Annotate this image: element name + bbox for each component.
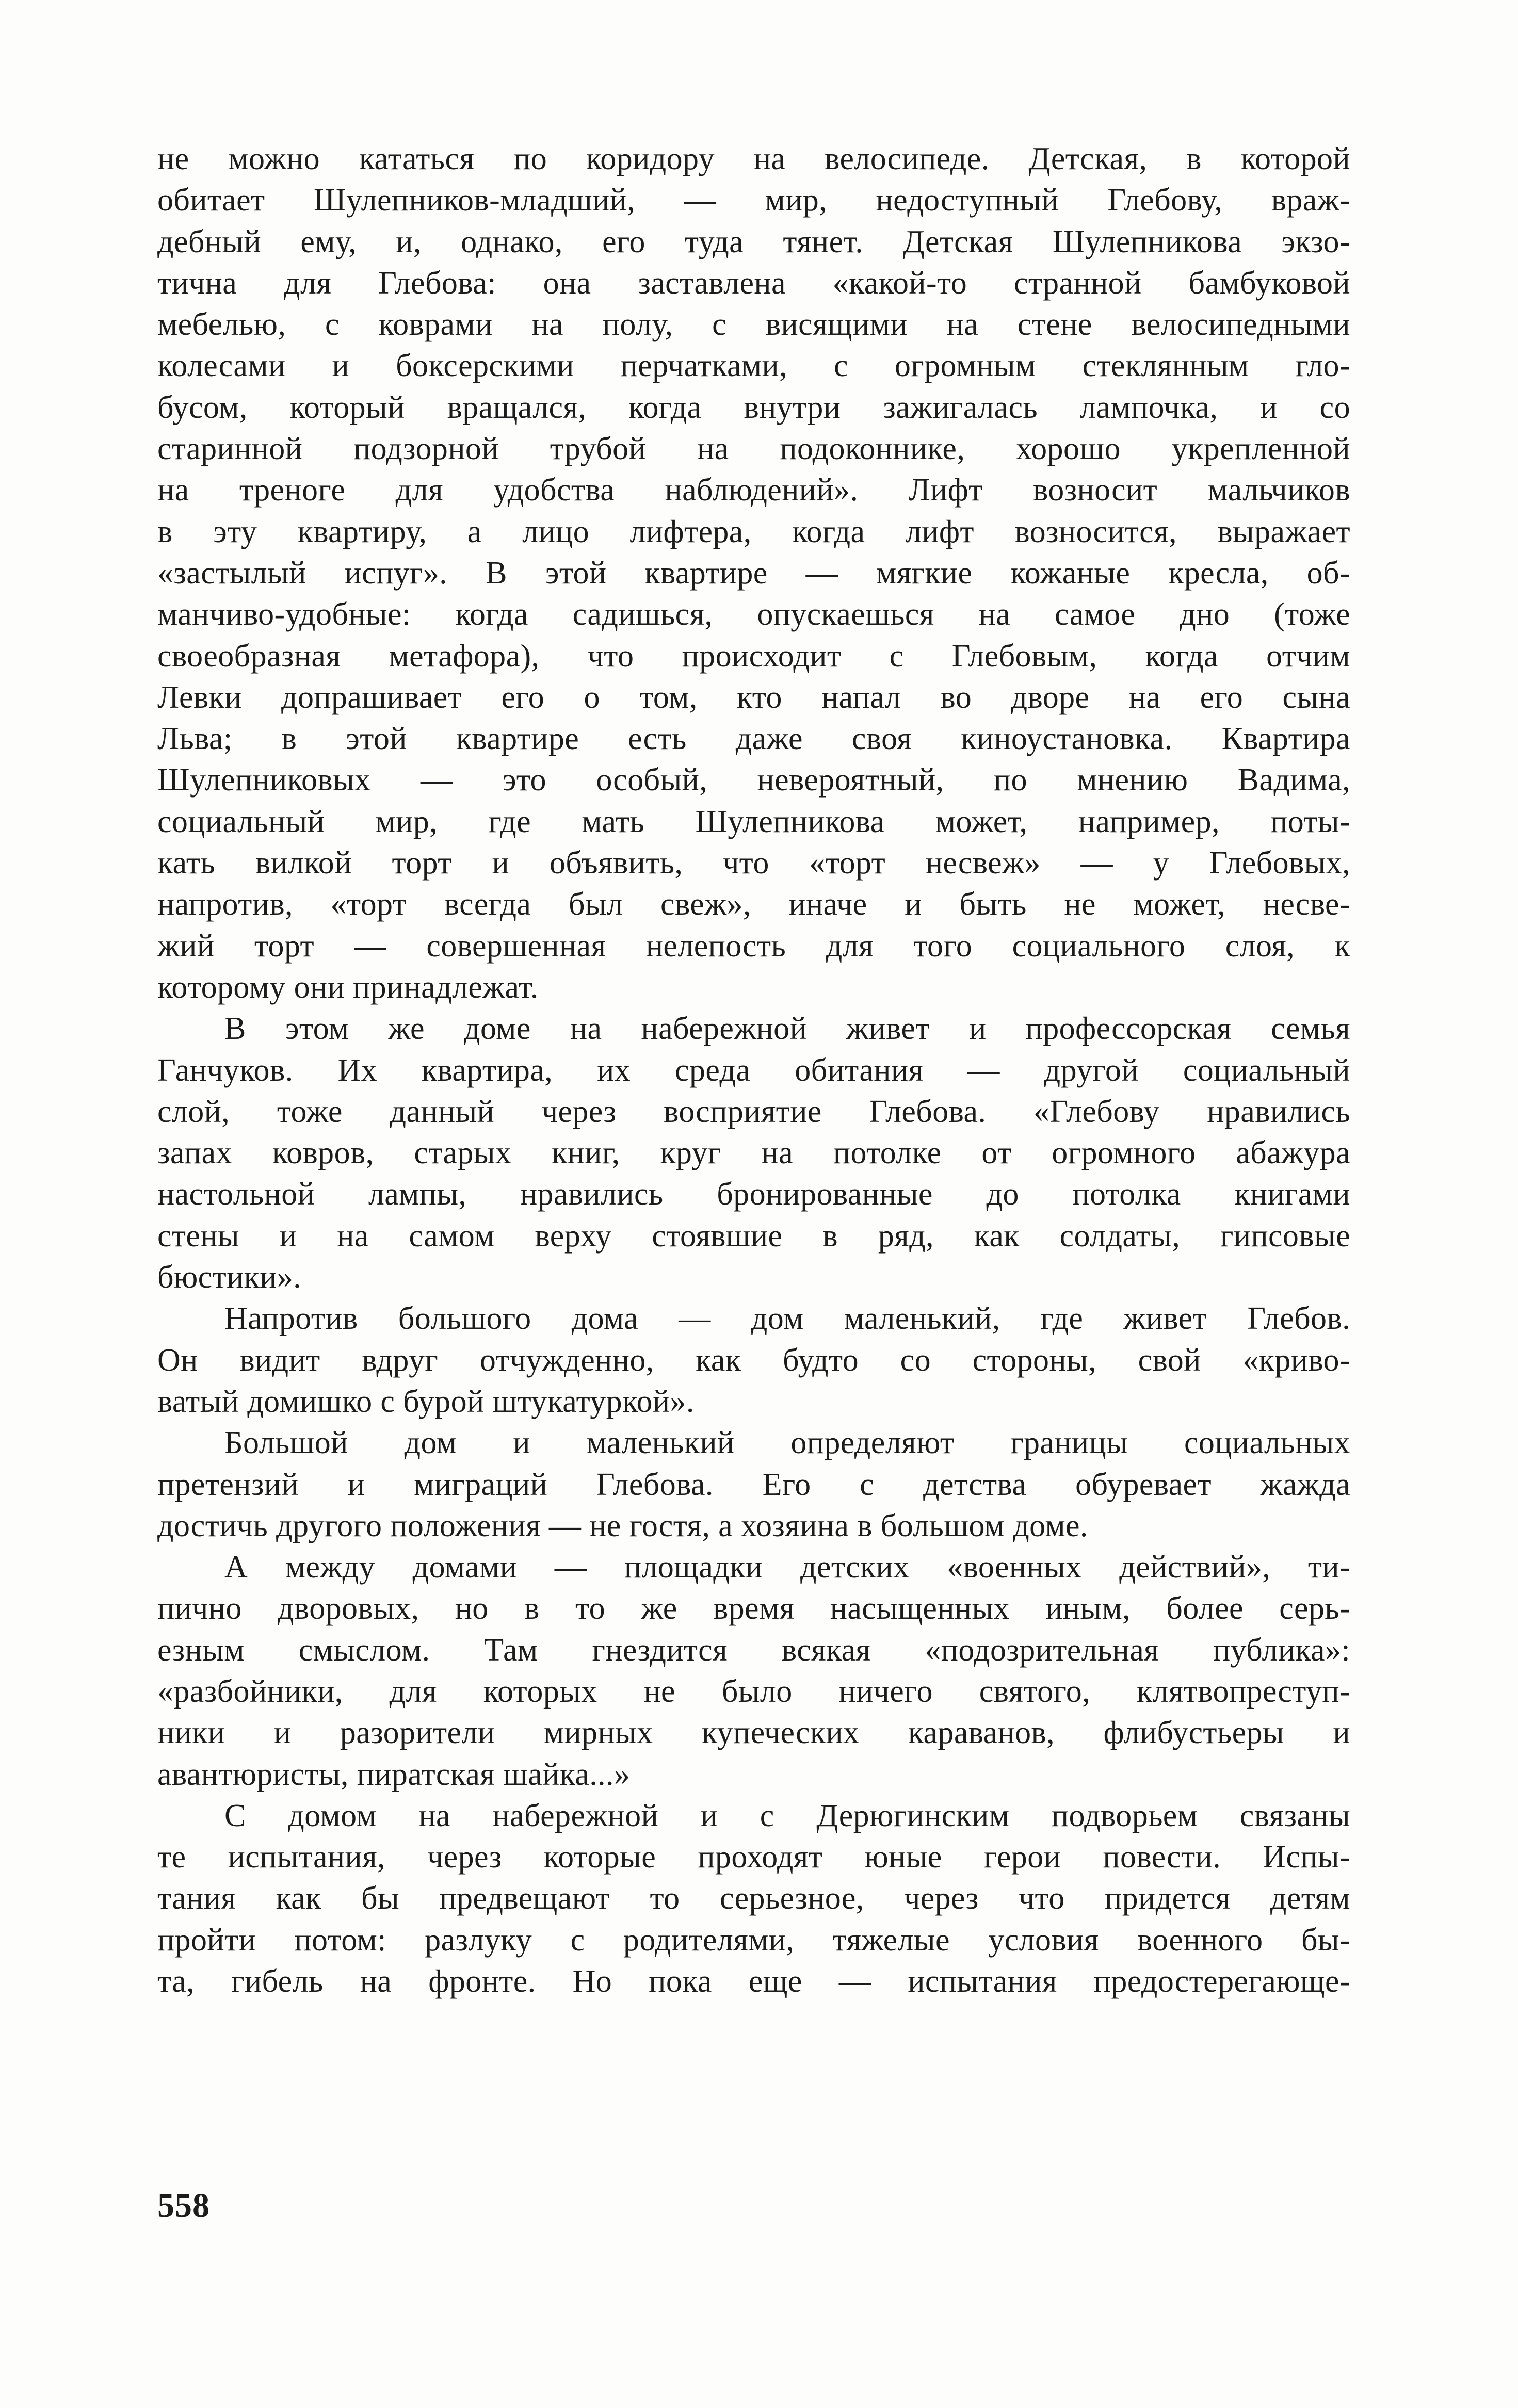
text-line: пично дворовых, но в то же время насыщенных иным, более серь- bbox=[157, 1591, 1350, 1626]
text-line: та, гибель на фронте. Но пока еще — испытания предостерегающе- bbox=[157, 1964, 1350, 1999]
text-line: на треноге для удобства наблюдений». Лифт возносит мальчиков bbox=[157, 473, 1350, 508]
text-line: своеобразная метафора), что происходит с Глебовым, когда отчим bbox=[157, 638, 1350, 674]
text-line: обитает Шулепников-младший, — мир, недоступный Глебову, враж- bbox=[157, 183, 1350, 218]
text-line: «застылый испуг». В этой квартире — мягкие кожаные кресла, об- bbox=[157, 555, 1350, 591]
text-line: пройти потом: разлуку с родителями, тяжелые условия военного бы- bbox=[157, 1922, 1350, 1958]
text-line: ники и разорители мирных купеческих караванов, флибустьеры и bbox=[157, 1715, 1350, 1751]
text-line: запах ковров, старых книг, круг на потолке от огромного абажура bbox=[157, 1135, 1350, 1171]
text-line: старинной подзорной трубой на подоконнике, хорошо укрепленной bbox=[157, 431, 1350, 467]
text-line: ватый домишко с бурой штукатуркой». bbox=[157, 1384, 695, 1419]
text-line: те испытания, через которые проходят юные герои повести. Испы- bbox=[157, 1840, 1350, 1875]
text-line: Большой дом и маленький определяют границы социальных bbox=[224, 1425, 1350, 1461]
text-line: Левки допрашивает его о том, кто напал во дворе на его сына bbox=[157, 679, 1350, 715]
text-line: бюстики». bbox=[157, 1260, 302, 1295]
text-line: стены и на самом верху стоявшие в ряд, как солдаты, гипсовые bbox=[157, 1218, 1350, 1254]
text-line: Напротив большого дома — дом маленький, где живет Глебов. bbox=[224, 1301, 1350, 1337]
text-line: в эту квартиру, а лицо лифтера, когда лифт возносится, выражает bbox=[157, 514, 1350, 549]
text-line: Ганчуков. Их квартира, их среда обитания — другой социальный bbox=[157, 1052, 1350, 1088]
text-line: С домом на набережной и с Дерюгинским подворьем связаны bbox=[224, 1798, 1350, 1833]
page-number: 558 bbox=[157, 2187, 210, 2224]
text-line: тания как бы предвещают то серьезное, через что придется детям bbox=[157, 1881, 1350, 1916]
text-line: не можно кататься по коридору на велосипеде. Детская, в которой bbox=[157, 141, 1350, 176]
text-line: мебелью, с коврами на полу, с висящими на стене велосипедными bbox=[157, 307, 1350, 343]
text-line: кать вилкой торт и объявить, что «торт несвеж» — у Глебовых, bbox=[157, 845, 1350, 881]
body-text bbox=[157, 138, 1350, 2002]
text-line: «разбойники, для которых не было ничего святого, клятвопреступ- bbox=[157, 1673, 1350, 1709]
text-line: тична для Глебова: она заставлена «какой-то странной бамбуковой bbox=[157, 265, 1350, 301]
text-line: достичь другого положения — не гостя, а хозяина в большом доме. bbox=[157, 1508, 1088, 1543]
text-line: социальный мир, где мать Шулепникова может, например, поты- bbox=[157, 804, 1350, 839]
text-line: Шулепниковых — это особый, невероятный, по мнению Вадима, bbox=[157, 762, 1350, 798]
text-line: авантюристы, пиратская шайка...» bbox=[157, 1756, 631, 1792]
text-line: В этом же доме на набережной живет и профессорская семья bbox=[224, 1011, 1350, 1047]
text-line: дебный ему, и, однако, его туда тянет. Детская Шулепникова экзо- bbox=[157, 224, 1350, 259]
text-line: жий торт — совершенная нелепость для того социального слоя, к bbox=[157, 928, 1350, 964]
text-line: колесами и боксерскими перчатками, с огромным стеклянным гло- bbox=[157, 348, 1350, 384]
text-line: Он видит вдруг отчужденно, как будто со стороны, свой «криво- bbox=[157, 1342, 1350, 1378]
text-line: езным смыслом. Там гнездится всякая «подозрительная публика»: bbox=[157, 1632, 1350, 1668]
text-line: претензий и миграций Глебова. Его с детства обуревает жажда bbox=[157, 1467, 1350, 1502]
text-line: бусом, который вращался, когда внутри зажигалась лампочка, и со bbox=[157, 389, 1350, 425]
text-line: Льва; в этой квартире есть даже своя киноустановка. Квартира bbox=[157, 721, 1350, 757]
text-line: напротив, «торт всегда был свеж», иначе и быть не может, несве- bbox=[157, 887, 1350, 922]
text-line: настольной лампы, нравились бронированные до потолка книгами bbox=[157, 1177, 1350, 1212]
text-line: манчиво-удобные: когда садишься, опускаешься на самое дно (тоже bbox=[157, 597, 1350, 632]
text-line: А между домами — площадки детских «военных действий», ти- bbox=[224, 1550, 1350, 1585]
text-line: которому они принадлежат. bbox=[157, 969, 539, 1005]
text-line: слой, тоже данный через восприятие Глебова. «Глебову нравились bbox=[157, 1094, 1350, 1129]
